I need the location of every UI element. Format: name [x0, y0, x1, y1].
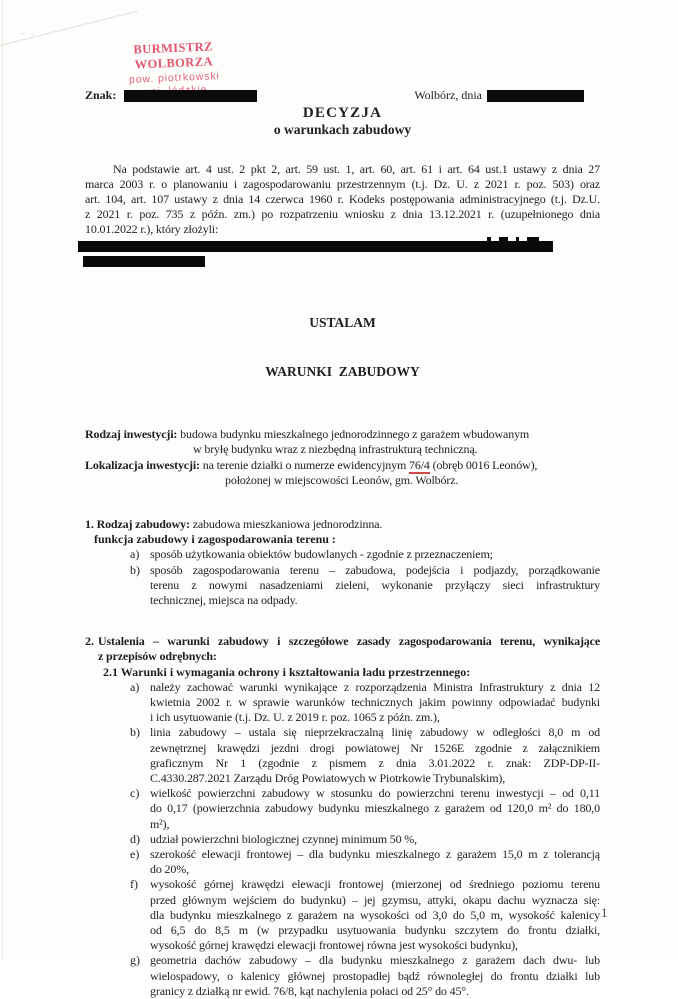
paragraph-line: marca 2003 r. o planowaniu i zagospodarowaniu przestrzennym (t.j. Dz. U. z 2021 r. poz. 503) oraz — [85, 176, 600, 191]
item-line: graficznym Nr 1 (zgodnie z pismem z dnia 3.01.2022 r. znak: ZDP-DP-II- — [150, 755, 600, 770]
resolution-heading — [85, 282, 600, 414]
list-item — [130, 953, 600, 999]
list-item — [130, 725, 600, 786]
item-line: linia zabudowy – ustala się nieprzekraczalną linię zabudowy w odległości 8,0 m od — [150, 725, 600, 740]
item-line: przed głównym wejściem do budynku) – jej gzymsu, attyki, okapu dachu wyznacza się: — [150, 892, 600, 907]
znak-label: Znak: — [85, 88, 117, 102]
list-marker: e) — [130, 847, 140, 862]
item-line: i ich usytuowanie (t.j. Dz. U. z 2019 r. poz. 1065 z późn. zm.), — [150, 710, 440, 725]
list-item — [130, 847, 600, 877]
stamp-county: pow. piotrkowski — [128, 70, 221, 86]
document-body — [85, 88, 600, 999]
redaction-bar-date — [487, 90, 584, 102]
item-line: do 20%, — [150, 862, 189, 877]
section-1-number: 1. — [85, 517, 94, 531]
item-line: zewnętrznej krawędzi jezdni drogi powiatowej Nr 1526E zgodnie z załącznikiem — [150, 740, 600, 755]
document-subtitle: o warunkach zabudowy — [273, 122, 412, 138]
list-item — [130, 877, 600, 953]
section-1-heading-rest: zabudowa mieszkaniowa jednorodzinna. — [192, 517, 383, 531]
place-date-group — [414, 88, 600, 103]
investment-type-continuation: w bryłę budynku wraz z niezbędną infrastrukturą techniczną. — [193, 442, 478, 457]
section-1 — [85, 517, 600, 608]
list-item — [130, 786, 600, 832]
section-2-1-heading — [103, 665, 600, 680]
list-marker: a) — [130, 679, 140, 694]
item-line: szerokość elewacji frontowej – dla budynku mieszkalnego z garażem 15,0 m z tolerancją — [150, 847, 600, 862]
list-marker: a) — [130, 547, 140, 562]
heading-line: z przepisów odrębnych: — [98, 649, 217, 664]
section-2-number: 2. — [85, 634, 94, 649]
section-2-1-number: 2.1 — [103, 664, 118, 679]
item-line: C.4330.287.2021 Zarządu Dróg Powiatowych w Piotrkowie Trybunalskim), — [150, 771, 506, 786]
section-1-title: Rodzaj zabudowy: — [96, 517, 190, 531]
pencil-scribble: ~ . — [19, 27, 36, 39]
legal-basis-paragraph — [85, 162, 600, 238]
list-marker: f) — [130, 877, 138, 892]
parcel-number-underlined: 76/4 — [409, 457, 430, 472]
section-2-1-title: Warunki i wymagania ochrony i kształtowania ładu przestrzennego: — [120, 664, 471, 679]
paragraph-line: Na podstawie art. 4 ust. 2 pkt 2, art. 59 ust. 1, art. 60, art. 61 i art. 64 ust.1 ustawy z dnia 27 — [113, 161, 600, 176]
redaction-bar-applicants-2 — [83, 256, 205, 267]
list-marker: c) — [130, 786, 140, 801]
list-item-body — [150, 563, 600, 609]
list-item-body — [150, 786, 600, 832]
item-line: od 6,5 do 8,5 m (w przypadku usytuowania budynku szczytem do frontu działki, — [150, 923, 600, 938]
scan-page-edge — [2, 0, 3, 960]
list-item-body — [150, 847, 600, 877]
item-line: sposób użytkowania obiektów budowlanych - zgodnie z przeznaczeniem; — [150, 547, 493, 562]
investment-type-text: budowa budynku mieszkalnego jednorodzinnego z garażem wbudowanym — [180, 426, 530, 441]
investment-location-text-post: (obręb 0016 Leonów), — [432, 457, 538, 472]
heading-line: Ustalenia – warunki zabudowy i szczegółowe zasady zagospodarowania terenu, wynikające — [98, 634, 600, 649]
item-line: wysokość górnej krawędzi elewacji frontowej równa jest wysokości budynku), — [150, 938, 518, 953]
paragraph-line: z 2021 r. poz. 735 z późn. zm.) po rozpatrzeniu wniosku z dnia 13.12.2021 r. (uzupełnionego dnia — [85, 207, 600, 222]
investment-type-label: Rodzaj inwestycji: — [85, 426, 178, 441]
item-line: do 0,17 (powierzchnia zabudowy budynku mieszkalnego z garażem od 120,0 m² do 180,0 — [150, 801, 600, 816]
item-line: geometria dachów zabudowy – dla budynku mieszkalnego z garażem dach dwu- lub — [150, 953, 600, 968]
investment-location-continuation: położonej w miejscowości Leonów, gm. Wolbórz. — [225, 473, 459, 488]
investment-type-line — [85, 427, 600, 443]
item-line: terenu z nowymi nasadzeniami zieleni, wykonanie przyłączy sieci infrastruktury — [150, 577, 600, 592]
list-marker: d) — [130, 831, 140, 846]
investment-summary — [85, 427, 600, 489]
investment-location-text: na terenie działki o numerze ewidencyjnym — [202, 457, 407, 472]
section-1-heading — [85, 517, 600, 532]
item-line: wysokość górnej krawędzi elewacji frontowej (mierzonej od średniego poziomu terenu — [150, 877, 600, 892]
resolution-heading-line2: WARUNKI ZABUDOWY — [265, 364, 420, 380]
item-line: wielospadowy, o kalenicy głównej prostopadłej bądź równoległej do frontu działki lub — [150, 968, 600, 983]
section-2 — [85, 634, 600, 999]
list-item — [130, 547, 600, 562]
list-marker: b) — [130, 562, 140, 577]
item-line: wielkość powierzchni zabudowy w stosunku do powierzchni terenu inwestycji – od 0,11 — [150, 786, 600, 801]
list-item — [130, 563, 600, 609]
paragraph-line: art. 104, art. 107 ustawy z dnia 14 czerwca 1960 r. Kodeks postępowania administracyjnego (t.j. Dz.U. — [85, 192, 600, 207]
list-item — [130, 832, 600, 847]
page-number: 1 — [601, 905, 608, 920]
section-2-heading-body — [98, 634, 600, 664]
stamp-authority: BURMISTRZ WOLBORZA — [133, 39, 214, 72]
list-item-body — [150, 877, 600, 953]
list-marker: g) — [130, 953, 140, 968]
list-item-body — [150, 725, 600, 786]
item-line: sposób zagospodarowania terenu – zabudowa, podejścia i podjazdy, porządkowanie — [150, 562, 600, 577]
place-date-label: Wolbórz, dnia — [414, 88, 482, 102]
item-line: m²), — [150, 816, 170, 831]
item-line: dla budynku mieszkalnego z garażem na wysokości od 3,0 do 5,0 m, wysokość kalenicy — [150, 907, 600, 922]
paragraph-line: 10.01.2022 r.), który złożyli: — [85, 222, 219, 237]
list-item — [130, 680, 600, 726]
redaction-bar-applicants — [78, 241, 553, 252]
investment-location-label: Lokalizacja inwestycji: — [85, 457, 200, 472]
section-1-subheading: funkcja zabudowy i zagospodarowania terenu : — [94, 532, 336, 547]
applicants-redacted — [85, 241, 600, 267]
list-item-body — [150, 832, 600, 847]
item-line: należy zachować warunki wynikające z rozporządzenia Ministra Infrastruktury z dnia 12 — [150, 679, 600, 694]
reference-date-row — [85, 88, 600, 103]
resolution-heading-line1: USTALAM — [309, 314, 376, 330]
redaction-bar-reference — [124, 90, 257, 102]
list-marker: b) — [130, 725, 140, 740]
list-item-body — [150, 547, 600, 562]
section-2-heading — [85, 634, 600, 664]
list-item-body — [150, 680, 600, 726]
item-line: kwietnia 2002 r. w sprawie warunków technicznych jakim powinny odpowiadać budynki — [150, 695, 600, 710]
item-line: udział powierzchni biologicznej czynnej minimum 50 %, — [150, 831, 417, 846]
list-item-body — [150, 953, 600, 999]
item-line: technicznej, miejsca na odpady. — [150, 593, 298, 608]
redaction-artifact — [487, 237, 539, 242]
investment-location-line — [85, 458, 600, 474]
document-title: DECYZJA — [302, 105, 383, 122]
reference-group — [85, 88, 257, 103]
item-line: granicy z działką nr ewid. 76/8, kąt nachylenia połaci od 25° do 45°. — [150, 983, 469, 998]
